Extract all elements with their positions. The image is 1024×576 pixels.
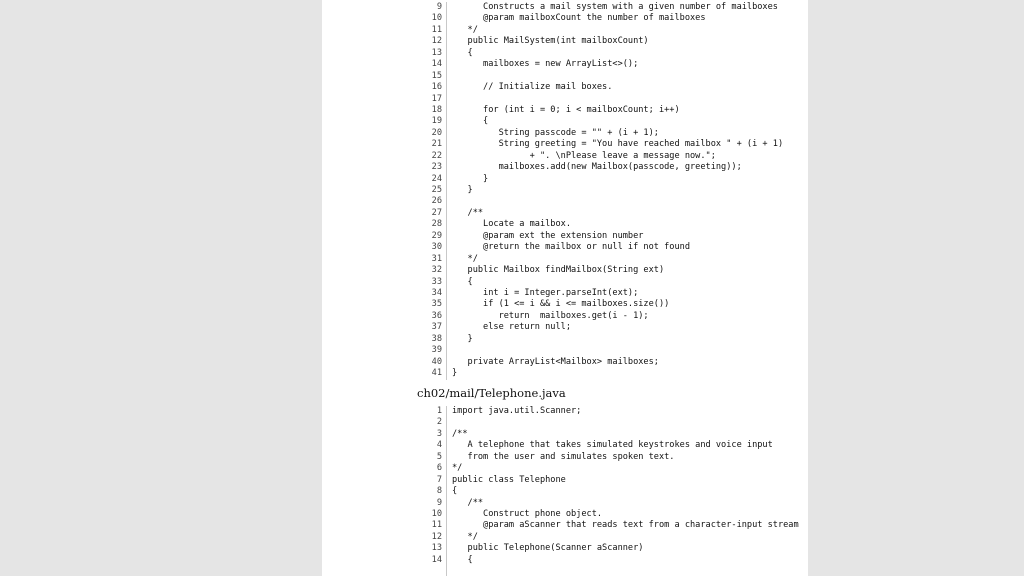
line-number: 10 [431, 13, 442, 24]
line-number: 12 [431, 531, 442, 542]
line-number: 41 [431, 368, 442, 378]
line-number: 28 [431, 219, 442, 230]
code-text: String greeting = "You have reached mailbox " + (i + 1) [452, 139, 784, 150]
code-line [322, 520, 808, 531]
line-number: 31 [431, 253, 442, 264]
code-line [322, 452, 808, 463]
code-text: public class Telephone [452, 474, 566, 485]
code-line [322, 486, 808, 497]
code-line [322, 36, 808, 47]
code-line [322, 231, 808, 242]
code-line [322, 322, 808, 333]
line-number: 24 [431, 173, 442, 184]
code-text: mailboxes.add(new Mailbox(passcode, greeting)); [452, 162, 742, 173]
file-caption: ch02/mail/Telephone.java [417, 386, 566, 400]
line-number: 37 [431, 322, 442, 333]
line-number: 30 [431, 242, 442, 253]
code-text: int i = Integer.parseInt(ext); [452, 287, 639, 298]
line-number: 4 [436, 440, 442, 451]
code-text: */ [452, 253, 478, 264]
line-number: 36 [431, 310, 442, 321]
document-page [322, 0, 808, 576]
line-number: 33 [431, 276, 442, 287]
code-line [322, 25, 808, 36]
code-text: public Mailbox findMailbox(String ext) [452, 265, 665, 276]
code-line [322, 440, 808, 451]
code-line [322, 532, 808, 543]
code-line [322, 59, 808, 70]
code-line [322, 174, 808, 185]
line-number: 14 [431, 554, 442, 565]
code-line [322, 242, 808, 253]
code-line [322, 71, 808, 82]
code-line [322, 288, 808, 299]
code-line [322, 299, 808, 310]
code-text: @param mailboxCount the number of mailboxes [452, 13, 706, 24]
line-number: 8 [436, 486, 442, 497]
code-text: if (1 <= i && i <= mailboxes.size()) [452, 299, 670, 310]
code-text: return mailboxes.get(i - 1); [452, 310, 649, 321]
code-line [322, 208, 808, 219]
code-line [322, 128, 808, 139]
code-text: import java.util.Scanner; [452, 406, 582, 416]
code-line [322, 151, 808, 162]
code-listing-telephone [322, 406, 808, 566]
line-number: 3 [436, 428, 442, 439]
line-number: 21 [431, 139, 442, 150]
code-text: @return the mailbox or null if not found [452, 242, 690, 253]
line-number: 34 [431, 287, 442, 298]
code-line [322, 13, 808, 24]
code-text: */ [452, 463, 463, 474]
line-number: 11 [431, 24, 442, 35]
code-text: /** [452, 207, 484, 218]
line-number: 11 [431, 520, 442, 531]
line-number: 13 [431, 543, 442, 554]
line-number: 9 [436, 497, 442, 508]
code-line [322, 509, 808, 520]
code-line [322, 139, 808, 150]
code-line [322, 196, 808, 207]
code-line [322, 82, 808, 93]
code-line [322, 219, 808, 230]
code-line [322, 265, 808, 276]
code-text: from the user and simulates spoken text. [452, 451, 675, 462]
code-text: { [452, 554, 473, 565]
code-text: @param aScanner that reads text from a character-input stream [452, 520, 799, 531]
code-text: { [452, 116, 489, 127]
code-line [322, 555, 808, 566]
code-text: // Initialize mail boxes. [452, 82, 613, 93]
line-number: 26 [431, 196, 442, 207]
line-number: 16 [431, 82, 442, 93]
line-number: 13 [431, 47, 442, 58]
code-line [322, 2, 808, 13]
code-line [322, 48, 808, 59]
code-line [322, 105, 808, 116]
code-text: String passcode = "" + (i + 1); [452, 127, 659, 138]
code-line [322, 94, 808, 105]
line-number: 38 [431, 333, 442, 344]
code-text: { [452, 47, 473, 58]
code-line [322, 498, 808, 509]
code-text: public Telephone(Scanner aScanner) [452, 543, 644, 554]
code-line [322, 334, 808, 345]
line-number: 5 [436, 451, 442, 462]
line-number: 27 [431, 207, 442, 218]
line-number: 10 [431, 508, 442, 519]
code-line [322, 254, 808, 265]
code-text: /** [452, 497, 484, 508]
code-line [322, 406, 808, 417]
code-line [322, 357, 808, 368]
code-text: Construct phone object. [452, 508, 603, 519]
code-text: for (int i = 0; i < mailboxCount; i++) [452, 104, 680, 115]
code-text: + ". \nPlease leave a message now."; [452, 150, 716, 161]
code-line [322, 345, 808, 356]
line-number: 15 [431, 70, 442, 81]
code-text: public MailSystem(int mailboxCount) [452, 36, 649, 47]
line-number: 14 [431, 59, 442, 70]
code-line [322, 475, 808, 486]
line-number: 40 [431, 356, 442, 367]
code-line [322, 368, 808, 379]
line-number: 17 [431, 93, 442, 104]
line-number: 32 [431, 265, 442, 276]
code-text: } [452, 368, 458, 378]
line-number: 35 [431, 299, 442, 310]
code-line [322, 277, 808, 288]
line-number: 20 [431, 127, 442, 138]
line-number: 25 [431, 185, 442, 195]
code-text: @param ext the extension number [452, 230, 644, 241]
code-text: private ArrayList<Mailbox> mailboxes; [452, 356, 659, 367]
code-line [322, 463, 808, 474]
code-line [322, 417, 808, 428]
code-text: Locate a mailbox. [452, 219, 571, 230]
code-text: A telephone that takes simulated keystrokes and voice input [452, 440, 773, 451]
code-line [322, 311, 808, 322]
line-number: 12 [431, 36, 442, 47]
line-number: 2 [436, 417, 442, 428]
line-number: 1 [436, 406, 442, 416]
line-number: 29 [431, 230, 442, 241]
code-text: else return null; [452, 322, 571, 333]
code-text: } [452, 333, 473, 344]
code-line [322, 162, 808, 173]
line-number: 23 [431, 162, 442, 173]
line-number: 6 [436, 463, 442, 474]
code-listing-mailsystem [322, 2, 808, 379]
code-text: /** [452, 428, 468, 439]
line-number: 9 [436, 2, 442, 12]
line-number: 18 [431, 104, 442, 115]
code-text: */ [452, 24, 478, 35]
line-number: 7 [436, 474, 442, 485]
code-text: { [452, 276, 473, 287]
code-text: } [452, 185, 473, 195]
code-line [322, 185, 808, 196]
code-text: */ [452, 531, 478, 542]
code-text: Constructs a mail system with a given number of mailboxes [452, 2, 778, 12]
code-line [322, 116, 808, 127]
line-number: 39 [431, 345, 442, 356]
code-line [322, 429, 808, 440]
code-text: } [452, 173, 489, 184]
code-line [322, 543, 808, 554]
code-text: mailboxes = new ArrayList<>(); [452, 59, 639, 70]
line-number: 22 [431, 150, 442, 161]
code-text: { [452, 486, 458, 497]
line-number: 19 [431, 116, 442, 127]
